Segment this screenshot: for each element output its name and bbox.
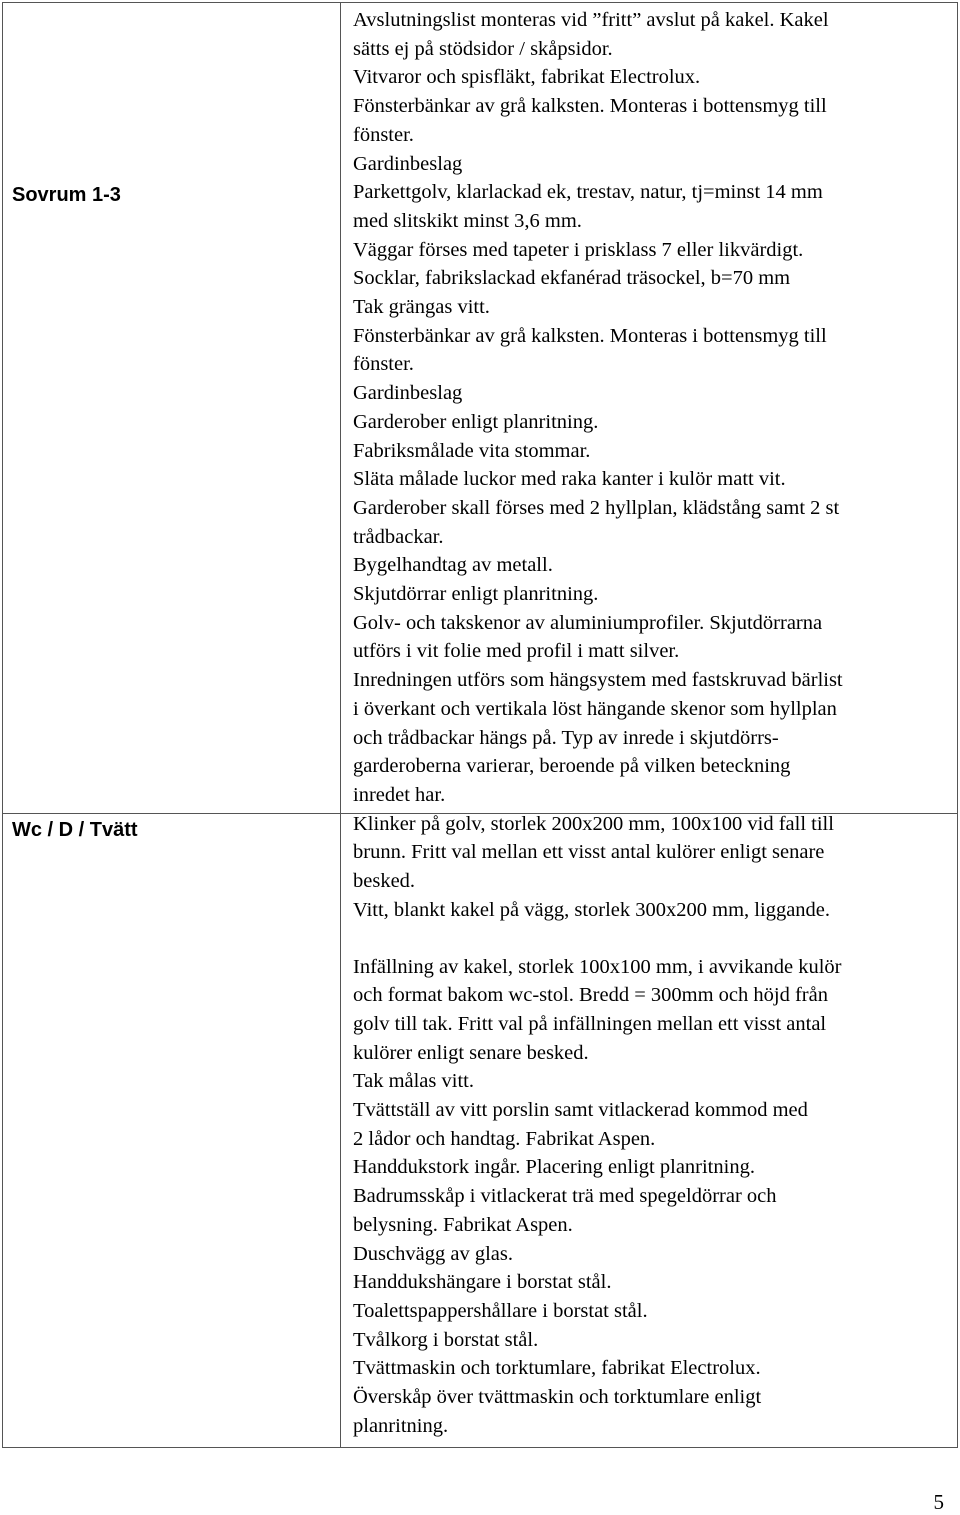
room-label-sovrum: Sovrum 1-3 [12,184,121,206]
spec-line: Väggar förses med tapeter i prisklass 7 eller likvärdigt. [353,238,804,261]
spec-line: inredet har. [353,783,446,806]
room-label-wc-tvatt: Wc / D / Tvätt [12,819,138,841]
spec-line: Tak målas vitt. [353,1070,474,1093]
page-number: 5 [933,1490,944,1514]
spec-line: 2 lådor och handtag. Fabrikat Aspen. [353,1127,656,1150]
spec-line: Parkettgolv, klarlackad ek, trestav, natur, tj=minst 14 mm [353,181,823,204]
spec-line: garderoberna varierar, beroende på vilken beteckning [353,755,791,778]
spec-line: och trådbackar hängs på. Typ av inrede i skjutdörrs- [353,726,779,749]
spec-line: Skjutdörrar enligt planritning. [353,583,599,605]
spec-line: planritning. [353,1414,449,1437]
spec-line: Handdukstork ingår. Placering enligt planritning. [353,1156,755,1179]
spec-line: Fönsterbänkar av grå kalksten. Monteras i bottensmyg till [353,324,827,347]
spec-line: sätts ej på stödsidor / skåpsidor. [353,37,613,60]
spec-line: Golv- och takskenor av aluminiumprofiler. Skjutdörrarna [353,611,823,634]
spec-line: och format bakom wc-stol. Bredd = 300mm och höjd från [353,984,828,1007]
spec-line: Överskåp över tvättmaskin och torktumlare enligt [353,1386,762,1408]
spec-line: Fabriksmålade vita stommar. [353,439,591,462]
spec-line: Vitvaror och spisfläkt, fabrikat Electrolux. [353,66,701,89]
spec-line: Badrumsskåp i vitlackerat trä med spegeldörrar och [353,1185,777,1208]
spec-line: Tvättställ av vitt porslin samt vitlackerad kommod med [353,1099,808,1121]
room-specification-table [2,2,958,1448]
spec-line: Gardinbeslag [353,382,463,405]
spec-line: Bygelhandtag av metall. [353,554,553,577]
spec-line: Inredningen utförs som hängsystem med fastskruvad bärlist [353,669,843,692]
spec-line: Garderober enligt planritning. [353,410,599,433]
spec-line: Handdukshängare i borstat stål. [353,1271,612,1294]
spec-line: Duschvägg av glas. [353,1242,513,1265]
spec-line: Fönsterbänkar av grå kalksten. Monteras i bottensmyg till [353,95,827,118]
spec-line: Gardinbeslag [353,152,463,175]
spec-line: Tvålkorg i borstat stål. [353,1328,539,1351]
spec-line: trådbackar. [353,525,444,548]
spec-line: fönster. [353,123,414,146]
spec-line: med slitskikt minst 3,6 mm. [353,209,582,232]
spec-line: Infällning av kakel, storlek 100x100 mm, i avvikande kulör [353,955,842,978]
spec-line: Klinker på golv, storlek 200x200 mm, 100x100 vid fall till [353,812,834,835]
spec-line: golv till tak. Fritt val på infällningen mellan ett visst antal [353,1012,827,1035]
column-divider [340,3,341,1447]
spec-line: kulörer enligt senare besked. [353,1041,589,1064]
spec-line: utförs i vit folie med profil i matt silver. [353,640,680,663]
spec-line: Släta målade luckor med raka kanter i kulör matt vit. [353,468,786,491]
spec-line: Toalettspappershållare i borstat stål. [353,1299,648,1322]
spec-line: i överkant och vertikala löst hängande skenor som hyllplan [353,697,837,720]
spec-line: belysning. Fabrikat Aspen. [353,1213,573,1236]
spec-line: Vitt, blankt kakel på vägg, storlek 300x200 mm, liggande. [353,898,831,921]
spec-line: besked. [353,870,416,892]
spec-line: Socklar, fabrikslackad ekfanérad träsockel, b=70 mm [353,267,791,290]
spec-line: Tvättmaskin och torktumlare, fabrikat Electrolux. [353,1357,761,1380]
spec-line: Garderober skall förses med 2 hyllplan, klädstång samt 2 st [353,496,840,519]
spec-line: brunn. Fritt val mellan ett visst antal kulörer enligt senare [353,841,825,864]
spec-line: Avslutningslist monteras vid ”fritt” avslut på kakel. Kakel [353,9,829,31]
spec-line: fönster. [353,353,414,376]
spec-line: Tak grängas vitt. [353,296,490,318]
